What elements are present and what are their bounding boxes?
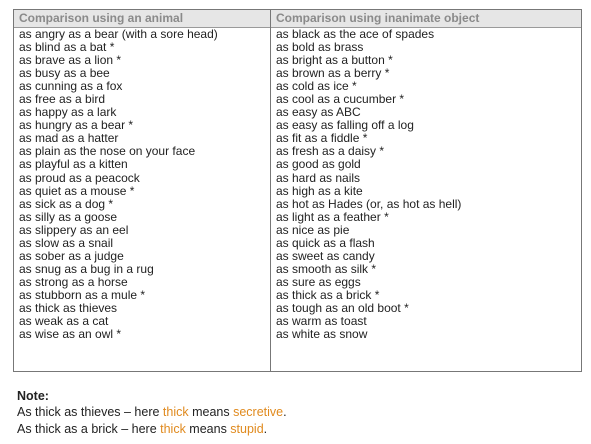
note-text: means	[185, 422, 231, 436]
simile-item: as easy as ABC	[276, 105, 361, 120]
simile-item: as happy as a lark	[19, 105, 117, 120]
header-object: Comparison using inanimate object	[276, 11, 480, 25]
simile-item: as thick as thieves	[19, 300, 118, 315]
simile-item: as bold as brass	[276, 40, 364, 55]
simile-item: as sober as a judge	[19, 248, 124, 263]
simile-item: as cunning as a fox	[19, 79, 123, 94]
note-text: .	[263, 422, 268, 436]
note-text: .	[283, 405, 287, 419]
simile-item: as tough as an old boot *	[276, 300, 409, 315]
simile-item: as angry as a bear (with a sore head)	[19, 27, 218, 41]
simile-item: as hungry as a bear *	[19, 118, 134, 133]
simile-item: as playful as a kitten	[19, 157, 128, 172]
note-text: As thick as thieves – here	[17, 405, 163, 419]
simile-item: as quick as a flash	[276, 235, 375, 250]
simile-item: as slippery as an eel	[19, 222, 129, 237]
simile-item: as hot as Hades (or, as hot as hell)	[276, 196, 462, 211]
simile-item: as white as snow	[276, 327, 368, 342]
simile-item: as black as the ace of spades	[276, 27, 435, 41]
simile-item: as cold as ice *	[276, 79, 357, 94]
simile-item: as fit as a fiddle *	[276, 131, 368, 146]
simile-item: as nice as pie	[276, 222, 350, 237]
simile-item: as sweet as candy	[276, 248, 375, 263]
simile-item: as quiet as a mouse *	[19, 183, 135, 198]
simile-item: as mad as a hatter	[19, 131, 119, 146]
simile-item: as fresh as a daisy *	[276, 144, 385, 159]
note-text: As thick as a brick – here	[17, 422, 161, 436]
simile-item: as warm as toast	[276, 314, 367, 329]
similes-table	[13, 9, 582, 372]
simile-item: as weak as a cat	[19, 314, 109, 329]
simile-item: as smooth as silk *	[276, 261, 377, 276]
simile-item: as proud as a peacock	[19, 170, 140, 185]
note-line-1	[17, 405, 287, 420]
note-section	[17, 389, 287, 437]
simile-item: as cool as a cucumber *	[276, 92, 405, 107]
note-line-2	[17, 422, 287, 437]
note-title: Note:	[17, 389, 49, 403]
simile-item: as busy as a bee	[19, 66, 110, 81]
simile-item: as stubborn as a mule *	[19, 287, 146, 302]
simile-item: as brave as a lion *	[19, 53, 122, 68]
simile-item: as strong as a horse	[19, 274, 128, 289]
note-highlight-word: thick	[160, 422, 186, 436]
simile-item: as thick as a brick *	[276, 287, 380, 302]
simile-item: as light as a feather *	[276, 209, 389, 224]
simile-item: as slow as a snail	[19, 235, 114, 250]
simile-item: as wise as an owl *	[19, 327, 122, 342]
object-column	[276, 28, 461, 341]
simile-item: as high as a kite	[276, 183, 363, 198]
simile-item: as free as a bird	[19, 92, 106, 107]
simile-item: as sick as a dog *	[19, 196, 114, 211]
header-animal: Comparison using an animal	[19, 11, 184, 25]
simile-item: as blind as a bat *	[19, 40, 115, 55]
simile-item: as hard as nails	[276, 170, 361, 185]
column-divider	[270, 10, 271, 371]
simile-item: as plain as the nose on your face	[19, 144, 196, 159]
simile-item: as bright as a button *	[276, 53, 393, 68]
table-header-row	[14, 10, 581, 28]
simile-item: as silly as a goose	[19, 209, 118, 224]
note-text: means	[188, 405, 234, 419]
simile-item: as good as gold	[276, 157, 361, 172]
animal-column	[19, 28, 218, 341]
simile-item: as sure as eggs	[276, 274, 361, 289]
simile-item: as snug as a bug in a rug	[19, 261, 154, 276]
note-highlight-meaning: stupid	[230, 422, 264, 436]
simile-item: as easy as falling off a log	[276, 118, 414, 133]
simile-item: as brown as a berry *	[276, 66, 390, 81]
note-highlight-word: thick	[162, 405, 189, 419]
note-highlight-meaning: secretive	[233, 405, 284, 419]
